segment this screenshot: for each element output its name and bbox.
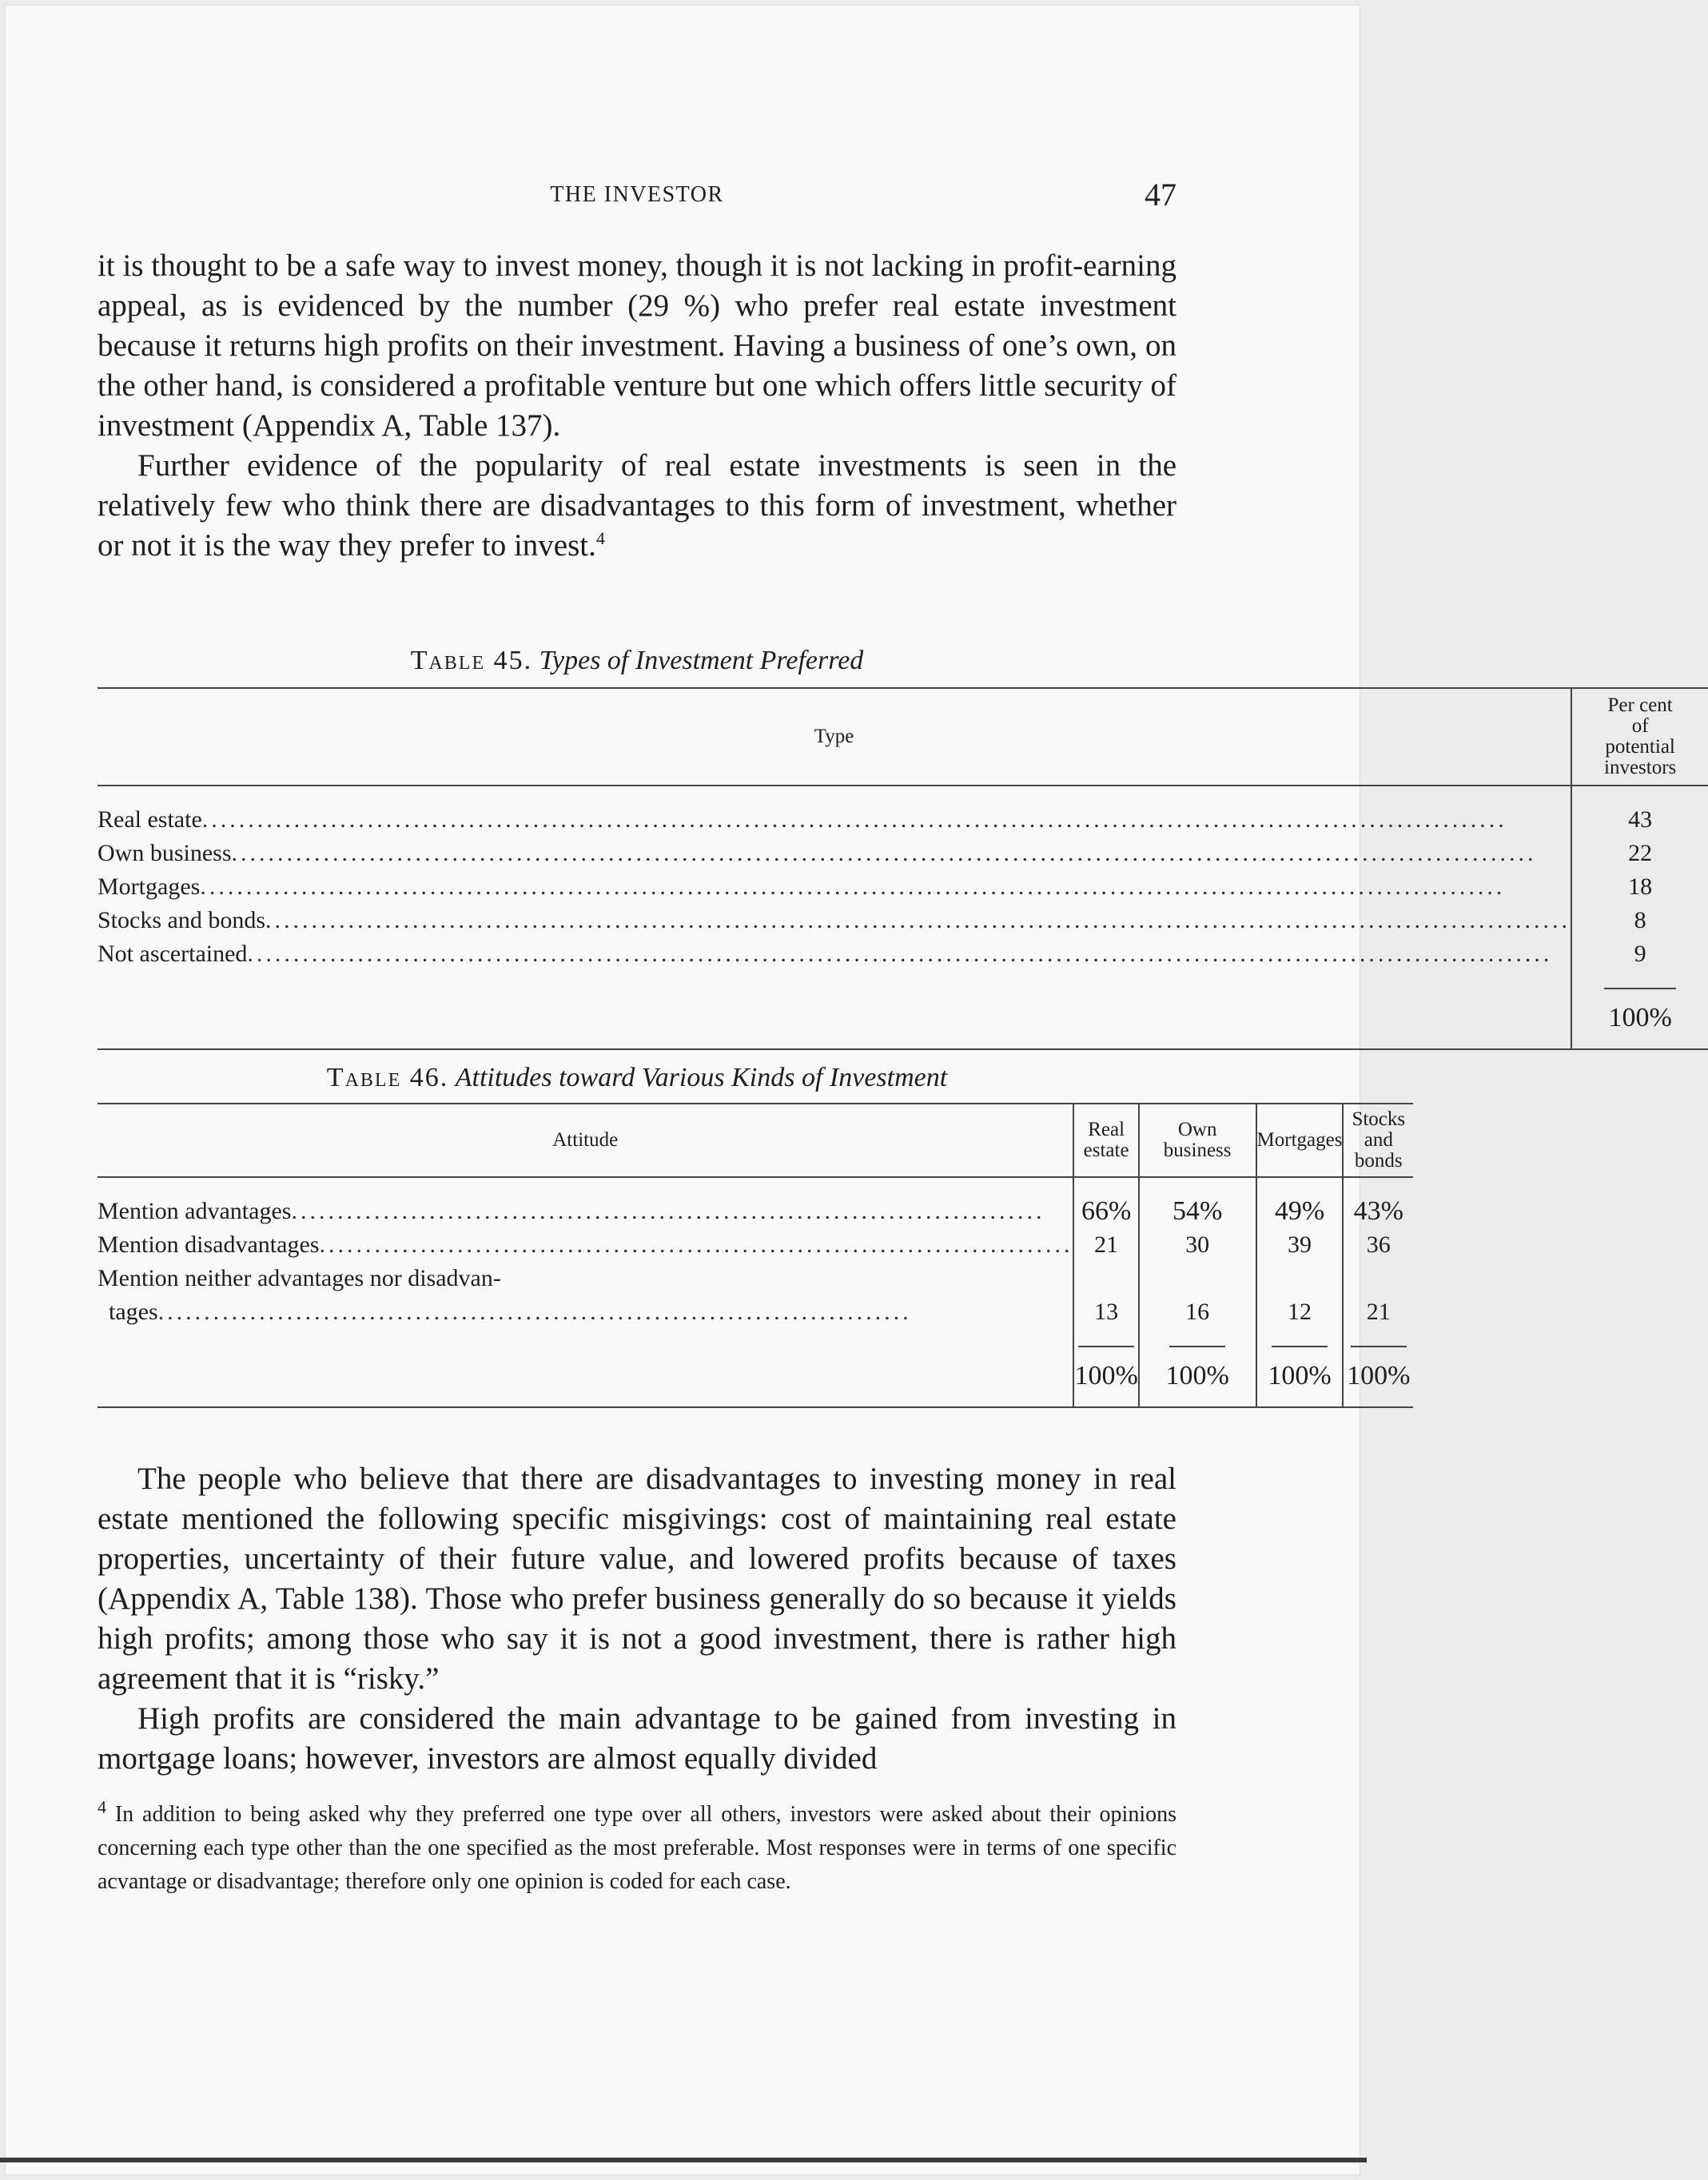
paragraph-1: it is thought to be a safe way to invest money, though it is not lacking in profit-earning appeal, as is evidenced by the number (29 %) who prefer real estate investment because it returns high profits on their investment. Having a business of one’s own, on the other hand, is considered a profitable venture but one which offers little security of investment (Appendix A, Table 137).	[98, 249, 1176, 443]
row-label: Own business	[98, 840, 232, 866]
row-value: 22	[1571, 837, 1708, 870]
footnote-mark: 4	[98, 1796, 106, 1817]
table-46-col-mortgages: Mortgages	[1256, 1104, 1344, 1177]
cell: 21	[1073, 1228, 1138, 1262]
cell: 16	[1139, 1295, 1256, 1329]
table-row: Mention advantages.................................................................................. 66% 54% 49% 43%	[98, 1195, 1413, 1228]
table-row: Own business.............................................................................................................................................. 22	[98, 837, 1708, 870]
table-45-total: 100%	[1571, 1003, 1708, 1049]
table-46-col-stocks-bonds: Stocks and bonds	[1343, 1104, 1413, 1177]
table-45-caption	[98, 646, 1176, 676]
row-label: Mention advantages	[98, 1198, 292, 1224]
sum-rule	[1078, 1346, 1134, 1347]
table-row: Not ascertained.............................................................................................................................................. 9	[98, 937, 1708, 971]
table-46-label: Table 46.	[326, 1063, 449, 1092]
table-row: Real estate.............................................................................................................................................. 43	[98, 803, 1708, 837]
cell: 12	[1256, 1295, 1344, 1329]
cell: 36	[1343, 1228, 1413, 1262]
total-cell: 100%	[1139, 1361, 1256, 1407]
total-cell: 100%	[1343, 1361, 1413, 1407]
cell: 21	[1343, 1295, 1413, 1329]
footnote	[98, 1798, 1176, 1899]
table-45-title: Types of Investment Preferred	[539, 646, 864, 675]
table-row: tages.................................................................................. 13 16 12 21	[98, 1295, 1413, 1329]
page-number: 47	[1145, 177, 1176, 213]
row-label: Not ascertained	[98, 941, 248, 967]
paragraph-2	[98, 446, 1176, 566]
table-46	[98, 1063, 1411, 1408]
table-46-col-own-business: Own business	[1139, 1104, 1256, 1177]
row-value: 18	[1571, 870, 1708, 904]
table-45	[98, 646, 1677, 1050]
paragraph-4: High profits are considered the main advantage to be gained from investing in mortgage loans; however, investors are almost equally divided	[98, 1701, 1176, 1776]
body-text-top	[98, 246, 1176, 566]
sum-rule	[1169, 1346, 1225, 1347]
row-label: tages	[109, 1299, 158, 1325]
footnote-text: In addition to being asked why they preferred one type over all others, investors were asked about their opinions concerning each type other than the one specified as the most preferable. Most responses were in terms of one specific acvantage or disadvantage; therefore only one opinion is coded for each case.	[98, 1802, 1177, 1894]
sum-rule	[1351, 1346, 1407, 1347]
cell: 43%	[1343, 1195, 1413, 1228]
cell: 66%	[1073, 1195, 1138, 1228]
page-bottom-edge	[0, 2158, 1367, 2162]
row-value: 43	[1571, 803, 1708, 837]
paragraph-2-text: Further evidence of the popularity of real estate investments is seen in the relatively few who think there are disadvantages to this form of investment, whether or not it is the way they prefer to invest.	[98, 448, 1176, 563]
total-cell: 100%	[1256, 1361, 1344, 1407]
cell: 30	[1139, 1228, 1256, 1262]
table-46-col-real-estate: Real estate	[1073, 1104, 1138, 1177]
row-label: Mortgages	[98, 873, 201, 900]
sum-rule	[1604, 988, 1676, 989]
table-45-total-row	[98, 1003, 1708, 1049]
table-45-col-percent: Per cent of potential investors	[1571, 688, 1708, 786]
table-46-total-row	[98, 1361, 1413, 1407]
row-label: Real estate	[98, 806, 202, 833]
cell: 39	[1256, 1228, 1344, 1262]
footnote-block	[98, 1798, 1176, 1899]
total-cell: 100%	[1073, 1361, 1138, 1407]
paragraph-3: The people who believe that there are disadvantages to investing money in real estate mentioned the following specific misgivings: cost of maintaining real estate properties, uncertainty of their future value, and lowered profits because of taxes (Appendix A, Table 138). Those who prefer business generally do so because it yields high profits; among those who say it is not a good investment, there is rather high agreement that it is “risky.”	[98, 1462, 1176, 1696]
sum-rule	[1272, 1346, 1328, 1347]
table-46-grid	[98, 1103, 1413, 1408]
footnote-reference: 4	[595, 528, 605, 548]
row-label: Stocks and bonds	[98, 907, 265, 933]
running-title: THE INVESTOR	[550, 182, 724, 207]
table-45-label: Table 45.	[410, 646, 533, 675]
running-head	[98, 176, 1176, 216]
cell: 54%	[1139, 1195, 1256, 1228]
cell: 13	[1073, 1295, 1138, 1329]
table-46-col-attitude: Attitude	[98, 1104, 1073, 1177]
table-row: Mortgages.............................................................................................................................................. 18	[98, 870, 1708, 904]
row-value: 8	[1571, 904, 1708, 937]
table-45-grid	[98, 687, 1708, 1050]
table-row: Stocks and bonds.............................................................................................................................................. 8	[98, 904, 1708, 937]
cell: 49%	[1256, 1195, 1344, 1228]
table-46-caption	[98, 1063, 1176, 1093]
body-text-bottom	[98, 1459, 1176, 1779]
table-45-header-row	[98, 688, 1708, 786]
table-46-header-row	[98, 1104, 1413, 1177]
row-label: Mention neither advantages nor disadvan-	[98, 1265, 501, 1291]
table-row	[98, 1262, 1413, 1295]
row-label: Mention disadvantages	[98, 1231, 320, 1258]
row-value: 9	[1571, 937, 1708, 971]
table-row: Mention disadvantages.................................................................................. 21 30 39 36	[98, 1228, 1413, 1262]
table-46-title: Attitudes toward Various Kinds of Investment	[455, 1063, 948, 1092]
table-45-col-type: Type	[98, 688, 1571, 786]
